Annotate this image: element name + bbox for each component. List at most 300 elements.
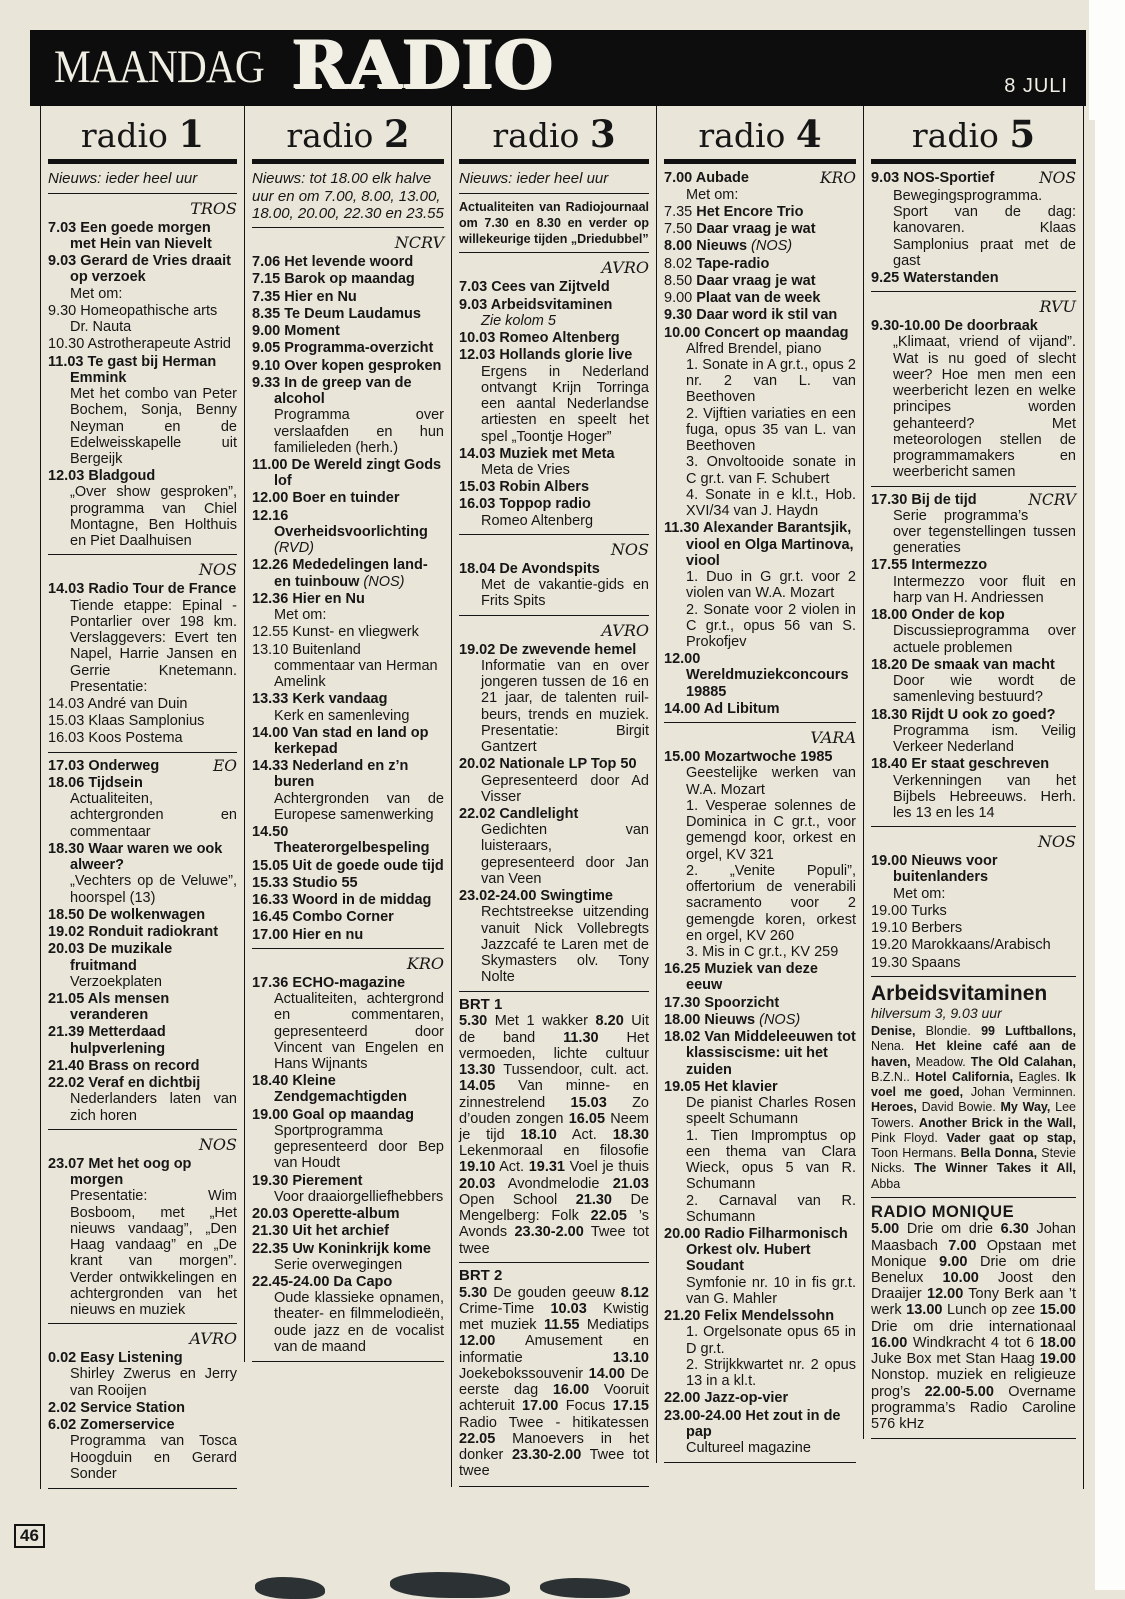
- program-description: Nederlanders laten van zich horen: [70, 1091, 237, 1124]
- playlist-song: Denise,: [871, 1024, 916, 1039]
- program-time: 18.00: [1034, 1334, 1076, 1351]
- program-entry: [459, 561, 649, 577]
- broadcaster-row: [664, 728, 856, 748]
- program-time: 23.30-2.00: [503, 1447, 582, 1464]
- program-description: 2. Strijkkwartet nr. 2 opus 13 in a kl.t.: [686, 1356, 856, 1390]
- program-description: 2. „Venite Populi”, offertorium de venerabili sacramento voor 2 gemengde koren, orkest en orgel, KV 260: [686, 862, 856, 944]
- program-entry: [664, 1029, 856, 1078]
- program-time: 10.30: [48, 336, 85, 353]
- separator-rule: [459, 615, 649, 616]
- program-title: Berbers: [907, 920, 963, 937]
- program-entry: [459, 756, 649, 772]
- program-title: Programma-overzicht: [280, 340, 434, 357]
- broadcaster-label: TROS: [190, 198, 237, 218]
- program-entry: [664, 290, 856, 306]
- program-time: 9.30: [664, 307, 693, 324]
- separator-rule: [664, 722, 856, 723]
- program-time: 16.05: [563, 1110, 606, 1127]
- program-entry: [459, 330, 649, 346]
- program-title: De Wereld zingt Gods lof: [274, 457, 442, 490]
- program-description: Serie programma’s over tegenstellingen tussen generaties: [893, 507, 1076, 557]
- separator-rule: [459, 193, 649, 194]
- program-title: Muziek met Meta: [495, 445, 615, 462]
- runon-schedule: [459, 997, 649, 1257]
- program-entry: [252, 557, 444, 589]
- column-header: [664, 106, 856, 157]
- program-description: 3. Onvoltooide sonate in C gr.t. van F. Schubert: [686, 454, 856, 487]
- program-title: Buitenland commentaar van Herman Amelink: [274, 641, 438, 691]
- program-title: Waterstanden: [899, 269, 999, 286]
- program-title: Jazz-op-vier: [700, 1390, 789, 1407]
- program-title: Ad Libitum: [700, 700, 780, 717]
- program-title: Veraf en dichtbij: [84, 1075, 201, 1092]
- program-description: Met om:: [70, 285, 123, 302]
- program-time: 9.00: [926, 1253, 968, 1270]
- program-description: 2. Carnaval van R. Schumann: [686, 1192, 856, 1225]
- broadcaster-label: NOS: [1039, 169, 1076, 188]
- scan-artifact: [390, 1572, 510, 1598]
- program-entry: [252, 725, 444, 757]
- program-title: Hier en nu: [288, 926, 364, 943]
- separator-rule: [459, 1262, 649, 1263]
- broadcaster-label: VARA: [810, 728, 856, 748]
- program-title: Kleine Zendgemachtigden: [274, 1073, 407, 1106]
- program-time: 18.02: [664, 1029, 701, 1046]
- program-entry: [664, 961, 856, 993]
- separator-rule: [871, 486, 1076, 487]
- program-description: Ergens in Nederland ontvangt Krijn Torringa een aantal Nederlandse artiesten en speelt het spel „Toontje Hoger”: [481, 363, 649, 445]
- program-entry: [252, 642, 444, 691]
- program-time: 7.50: [664, 221, 693, 238]
- program-title: Klaas Samplonius: [84, 713, 205, 730]
- program-title: Het klavier: [700, 1078, 778, 1095]
- program-time: 20.03: [459, 1175, 496, 1192]
- column-header-title: radio: [698, 116, 796, 155]
- program-entry: [459, 297, 649, 313]
- program-description: 1. Duo in G gr.t. voor 2 violen van W.A. Mozart: [686, 569, 856, 602]
- runon-station-name: BRT 2: [459, 1266, 503, 1284]
- program-time: 22.02: [48, 1075, 85, 1092]
- column-header-title: radio: [492, 116, 590, 155]
- program-time: 17.00: [252, 926, 289, 943]
- program-entry: [664, 238, 856, 254]
- program-title: Homeopathische arts Dr. Nauta: [70, 302, 218, 336]
- program-title: Theaterorgelbespeling: [274, 840, 430, 857]
- program-entry: [48, 991, 237, 1023]
- program-entry: [252, 758, 444, 790]
- program-time: 21.20: [664, 1308, 701, 1325]
- broadcaster-label: NOS: [1037, 832, 1076, 852]
- program-entry: [664, 325, 856, 341]
- separator-rule: [48, 1323, 237, 1324]
- program-description: Symfonie nr. 10 in fis gr.t. van G. Mahler: [686, 1274, 856, 1307]
- separator-rule: [871, 826, 1076, 827]
- program-entry: [252, 508, 444, 557]
- program-entry: [252, 1274, 444, 1290]
- program-source-label: (NOS): [359, 573, 405, 590]
- program-title: Mozartwoche 1985: [700, 749, 833, 766]
- program-entry: [252, 323, 444, 339]
- program-time: 23.30-2.00: [507, 1224, 584, 1241]
- program-title: Wereldmuziekconcours 19885: [686, 667, 849, 700]
- broadcaster-label: NCRV: [1028, 490, 1076, 509]
- program-entry: [252, 254, 444, 270]
- program-entry: [48, 1058, 237, 1074]
- program-title: Turks: [907, 902, 947, 919]
- program-time: 15.00: [664, 749, 701, 766]
- program-time: 11.30: [664, 520, 700, 537]
- program-title: Uit de goede oude tijd: [288, 857, 444, 874]
- program-time: 18.06: [48, 774, 85, 791]
- program-title: Brass on record: [84, 1057, 200, 1074]
- program-entry: [871, 170, 1076, 186]
- program-title: De muzikale fruitmand: [70, 941, 173, 974]
- program-title: Spaans: [907, 954, 961, 971]
- program-description: Alfred Brendel, piano: [686, 340, 822, 357]
- program-title: Nationale LP Top 50: [495, 756, 637, 773]
- program-time: 23.07: [48, 1155, 85, 1172]
- program-description: Romeo Altenberg: [481, 512, 594, 529]
- program-time: 19.10: [459, 1159, 496, 1176]
- program-entry: [871, 853, 1076, 885]
- program-entry: [664, 749, 856, 765]
- program-entry: [252, 691, 444, 707]
- column-header-number: 1: [178, 112, 205, 156]
- program-time: 9.00: [252, 323, 281, 340]
- program-title: André van Duin: [84, 696, 188, 713]
- program-description: 3. Mis in C gr.t., KV 259: [686, 943, 839, 960]
- program-time: 16.25: [664, 961, 701, 978]
- program-entry: [252, 624, 444, 640]
- program-entry: [48, 696, 237, 712]
- program-entry: [664, 307, 856, 323]
- runon-station-name: RADIO MONIQUE: [871, 1202, 1015, 1221]
- column-header: [459, 106, 649, 157]
- program-time: 20.03: [252, 1206, 289, 1223]
- program-title: Daar vraag je wat: [692, 221, 816, 238]
- broadcaster-label: RVU: [1039, 297, 1076, 317]
- program-entry: [48, 758, 237, 774]
- program-entry: [459, 496, 649, 512]
- program-title: Koos Postema: [84, 730, 183, 747]
- program-entry: [252, 358, 444, 374]
- program-entry: [664, 1408, 856, 1440]
- program-description: Voor draaiorgelliefhebbers: [274, 1188, 444, 1205]
- program-description: 1. Orgelsonate opus 65 in D gr.t.: [686, 1324, 856, 1357]
- program-time: 11.03: [48, 353, 84, 370]
- news-note: Nieuws: tot 18.00 elk halve uur en om 7.00, 8.00, 13.00, 18.00, 20.00, 22.30 en 23.55: [252, 170, 444, 222]
- program-time: 19.10: [871, 920, 908, 937]
- program-description: 1. Vesperae solennes de Dominica in C gr.t., voor gemengd koor, orkest en orgel, KV 321: [686, 797, 856, 863]
- separator-rule: [459, 534, 649, 535]
- program-title: In de greep van de alcohol: [274, 374, 412, 408]
- runon-schedule-text: 5.30 Met 1 wakker 8.20 Uit de band 11.30 Het vermoeden, lichte cultuur 13.30 Tussendoor, cult. act. 14.05 Van minne- en zinnestrelend 15.03 Zo d’ouden zongen 16.05 Neem je tijd 18.10 Act. 18.30 Lekenmoraal en filosofie 19.10 Act. 19.31 Voel je thuis 20.03 Avondmelodie 21.03 Open School 21.30 De Mengelberg: Folk 22.05 ’s Avonds 23.30-2.00 Twee tot twee: [459, 1013, 650, 1257]
- column-radio-3: [451, 106, 656, 1487]
- playlist-song: Ik voel me goed,: [871, 1069, 1077, 1100]
- column-header-rule: [48, 159, 237, 164]
- program-time: 18.40: [871, 756, 908, 773]
- program-entry: [48, 1417, 237, 1433]
- program-time: 12.00: [664, 651, 701, 668]
- program-time: 18.40: [252, 1073, 289, 1090]
- separator-rule: [871, 291, 1076, 292]
- playlist-song: My Way,: [1000, 1100, 1051, 1115]
- playlist-song: 99 Luftballons,: [981, 1024, 1076, 1039]
- program-title: Nieuws: [692, 238, 748, 255]
- program-title: Marokkaans/Arabisch: [907, 937, 1051, 954]
- program-description: 2. Vijftien variaties en een fuga, opus 35 van L. van Beethoven: [686, 405, 856, 455]
- program-entry: [664, 256, 856, 272]
- program-time: 19.31: [524, 1159, 565, 1176]
- program-time: 22.05: [459, 1430, 496, 1447]
- program-title: Goal op maandag: [288, 1106, 414, 1123]
- program-time: 12.16: [252, 507, 289, 524]
- program-description: De pianist Charles Rosen speelt Schumann: [686, 1095, 856, 1128]
- program-time: 20.00: [664, 1225, 701, 1242]
- program-time: 18.04: [459, 560, 496, 577]
- program-title: Moment: [280, 323, 340, 340]
- program-title: Tape-radio: [692, 255, 770, 272]
- program-entry: [459, 642, 649, 658]
- program-time: 14.03: [48, 581, 85, 598]
- program-time: 18.20: [871, 656, 908, 673]
- program-time: 6.02: [48, 1417, 77, 1434]
- playlist-song: Heroes,: [871, 1100, 917, 1115]
- separator-rule: [48, 1129, 237, 1130]
- program-description: 2. Sonate voor 2 violen in C gr.t., opus 56 van S. Prokofjev: [686, 601, 856, 650]
- broadcaster-label: AVRO: [601, 258, 649, 278]
- program-title: Mededelingen land- en tuinbouw: [274, 557, 428, 590]
- program-entry: [48, 713, 237, 729]
- program-description: Presentatie: Wim Bosboom, met „Het nieuws vandaag”, „Den Haag vandaag” en „De krant van morgen”. Verder ontwikkelingen en achtergronden van het nieuws en muziek: [70, 1188, 237, 1318]
- program-entry: [664, 204, 856, 220]
- program-time: 18.30: [871, 706, 908, 723]
- date-label: 8 JULI: [1004, 75, 1068, 97]
- column-bottom-rule: [871, 1438, 1076, 1439]
- program-entry: [48, 1156, 237, 1188]
- broadcaster-label: NOS: [610, 539, 649, 559]
- program-entry: [48, 253, 237, 285]
- column-bottom-rule: [48, 1488, 237, 1489]
- program-time: 7.35: [664, 203, 693, 220]
- program-entry: [252, 490, 444, 506]
- broadcaster-row: [459, 621, 649, 641]
- program-entry: [252, 875, 444, 891]
- program-title: Toppop radio: [495, 496, 591, 513]
- program-entry: [459, 279, 649, 295]
- runon-schedule: [871, 1203, 1076, 1433]
- broadcaster-label: NOS: [198, 560, 237, 580]
- program-entry: [871, 318, 1076, 334]
- program-title: Overheidsvoorlichting: [274, 523, 428, 540]
- program-entry: [459, 888, 649, 904]
- program-title: Te gast bij Herman Emmink: [70, 353, 217, 386]
- program-description: Programma ism. Veilig Verkeer Nederland: [893, 722, 1076, 756]
- program-time: 8.50: [664, 272, 693, 289]
- program-entry: [252, 1223, 444, 1239]
- playlist-subtitle: hilversum 3, 9.03 uur: [871, 1005, 1002, 1022]
- program-entry: [871, 937, 1076, 953]
- program-time: 14.33: [252, 758, 289, 775]
- column-header-number: 2: [383, 112, 410, 156]
- program-entry: [664, 221, 856, 237]
- day-title: MAANDAG: [54, 41, 264, 93]
- program-time: 9.30-10.00: [871, 318, 941, 335]
- program-title: Onder de kop: [907, 607, 1005, 624]
- program-description: Programma over verslaafden en hun familieleden (herh.): [274, 407, 444, 456]
- program-title: Nieuws: [700, 1011, 756, 1028]
- program-entry: [48, 841, 237, 873]
- program-title: Easy Listening: [76, 1350, 183, 1367]
- program-entry: [252, 909, 444, 925]
- program-title: Muziek van deze eeuw: [686, 961, 818, 994]
- program-time: 23.02-24.00: [459, 888, 537, 905]
- program-entry: [48, 1400, 237, 1416]
- program-entry: [48, 1350, 237, 1366]
- news-note: Nieuws: ieder heel uur: [459, 170, 609, 188]
- program-title: Nieuws voor buitenlanders: [893, 853, 998, 886]
- program-time: 22.45-24.00: [252, 1274, 330, 1291]
- program-time: 12.03: [459, 347, 496, 364]
- program-time: 9.03: [871, 170, 900, 187]
- program-time: 9.30: [48, 302, 77, 319]
- program-entry: [48, 730, 237, 746]
- program-time: 7.03: [48, 219, 77, 236]
- program-time: 12.55: [252, 624, 289, 641]
- program-title: Swingtime: [536, 888, 613, 905]
- program-entry: [252, 340, 444, 356]
- program-description: Met het combo van Peter Bochem, Sonja, Benny Neyman en de Edelweisskapelle uit Bergeijk: [70, 386, 237, 467]
- program-time: 18.50: [48, 906, 85, 923]
- program-entry: [664, 651, 856, 700]
- program-entry: [871, 657, 1076, 673]
- playlist-song: Hotel California,: [915, 1069, 1014, 1084]
- program-time: 15.00: [1035, 1302, 1076, 1319]
- program-time: 11.00: [252, 457, 288, 473]
- program-description: Met om:: [893, 885, 946, 902]
- program-time: 9.00: [664, 290, 693, 307]
- program-entry: [871, 707, 1076, 723]
- program-time: 8.12: [614, 1284, 649, 1301]
- program-time: 10.00: [664, 324, 701, 341]
- program-entry: [664, 1226, 856, 1275]
- runon-schedule-text: 5.00 Drie om drie 6.30 Johan Maasbach 7.00 Opstaan met Monique 9.00 Drie om drie Benelux 10.00 Joost den Draaijer 12.00 Tony Berk aan ’t werk 13.00 Lunch op zee 15.00 Drie om drie internationaal 16.00 Windkracht 4 tot 6 18.00 Juke Box met Stan Haag 19.00 Nonstop. muziek en religieuze prog’s 22.00-5.00 Overname programma’s Radio Caroline 576 kHz: [871, 1221, 1076, 1433]
- program-time: 7.00: [664, 170, 693, 187]
- program-title: Ronduit radiokrant: [84, 924, 219, 941]
- program-entry: [252, 824, 444, 856]
- page-header-bar: [30, 26, 1086, 106]
- column-radio-5: [863, 106, 1083, 1439]
- program-entry: [48, 354, 237, 386]
- program-entry: [664, 1390, 856, 1406]
- program-time: 17.30: [664, 994, 701, 1011]
- program-time: 17.55: [871, 557, 908, 574]
- broadcaster-label: NOS: [198, 1134, 237, 1154]
- playlist-song: Vader gaat op stap,: [946, 1130, 1076, 1145]
- program-time: 23.00-24.00: [664, 1407, 742, 1424]
- program-title: Het Encore Trio: [692, 203, 804, 220]
- program-entry: [252, 975, 444, 991]
- broadcaster-label: AVRO: [601, 620, 649, 640]
- column-header-number: 5: [1009, 112, 1036, 156]
- program-time: 6.30: [993, 1221, 1029, 1238]
- program-description: Cultureel magazine: [686, 1440, 811, 1457]
- program-title: Da Capo: [329, 1274, 393, 1291]
- program-time: 10.03: [459, 330, 496, 347]
- program-source-label: (NOS): [755, 1011, 801, 1028]
- program-time: 14.00: [252, 724, 289, 741]
- column-header: [252, 106, 444, 157]
- playlist-items: Denise, Blondie. 99 Luftballons, Nena. Het kleine café aan de haven, Meadow. The Old Calahan, B.Z.N.. Hotel California, Eagles. Ik voel me goed, Johan Verminnen. Heroes, David Bowie. My Way, Lee Towers. Another Brick in the Wall, Pink Floyd. Vader gaat op stap, Toon Hermans. Bella Donna, Stevie Nicks. The Winner Takes it All, Abba: [871, 1024, 1077, 1191]
- program-title: Gerard de Vries draait op verzoek: [70, 253, 231, 286]
- program-title: Astrotherapeute Astrid: [84, 336, 231, 353]
- program-description: Bewegingsprogramma. Sport van de dag: kanovaren. Klaas Samplonius praat met de gast: [893, 187, 1076, 269]
- program-entry: [48, 941, 237, 973]
- scan-edge: [1095, 0, 1125, 1590]
- program-entry: [252, 1073, 444, 1105]
- program-entry: [252, 1173, 444, 1189]
- column-radio-2: [244, 106, 451, 1362]
- program-description: Serie overwegingen: [274, 1256, 403, 1273]
- program-time: 19.02: [48, 924, 85, 941]
- program-time: 10.00: [923, 1269, 979, 1286]
- program-entry: [664, 273, 856, 289]
- broadcaster-row: [871, 832, 1076, 852]
- playlist-title: Arbeidsvitaminen: [871, 981, 1048, 1005]
- program-time: 12.00: [921, 1286, 964, 1303]
- program-title: Het zout in de pap: [686, 1407, 841, 1440]
- program-title: Van stad en land op kerkepad: [274, 724, 429, 757]
- column-bottom-rule: [664, 1462, 856, 1463]
- program-time: 19.00: [252, 1106, 289, 1123]
- separator-rule: [459, 252, 649, 253]
- program-description: Verkenningen van het Bijbels Hebreeuws. Herh. les 13 en les 14: [893, 772, 1076, 821]
- column-header-number: 4: [795, 112, 822, 156]
- program-entry: [252, 927, 444, 943]
- program-title: Uw Koninkrijk kome: [288, 1240, 431, 1257]
- scan-artifact: [255, 1577, 325, 1599]
- program-time: 5.30: [459, 1284, 488, 1301]
- broadcaster-row: [459, 540, 649, 560]
- program-description: Verzoekplaten: [70, 973, 162, 990]
- program-time: 22.00: [664, 1390, 701, 1407]
- program-entry: [459, 479, 649, 495]
- broadcaster-label: NCRV: [394, 233, 444, 253]
- program-title: Waar waren we ook alweer?: [70, 840, 223, 874]
- program-description: Met om:: [686, 186, 739, 203]
- separator-rule: [48, 193, 237, 194]
- program-time: 18.30: [596, 1127, 649, 1144]
- program-title: ECHO-magazine: [288, 974, 406, 991]
- playlist-song: Het kleine café aan de haven,: [871, 1039, 1076, 1069]
- program-entry: [459, 347, 649, 363]
- program-time: 15.03: [545, 1094, 607, 1111]
- program-entry: [48, 1075, 237, 1091]
- program-time: 18.10: [504, 1127, 557, 1144]
- program-time: 14.03: [459, 445, 496, 462]
- program-entry: [871, 492, 1076, 508]
- program-time: 14.00: [664, 700, 701, 717]
- program-time: 19.00: [871, 853, 908, 870]
- program-time: 22.00-5.00: [910, 1383, 994, 1400]
- separator-rule: [871, 1197, 1076, 1198]
- program-entry: [871, 557, 1076, 573]
- column-header-rule: [664, 159, 856, 164]
- program-title: Kunst- en vliegwerk: [288, 624, 419, 641]
- program-description: Sportprogramma gepresenteerd door Bep van Houdt: [274, 1122, 444, 1172]
- program-title: Arbeidsvitaminen: [487, 296, 613, 313]
- program-time: 21.39: [48, 1024, 85, 1041]
